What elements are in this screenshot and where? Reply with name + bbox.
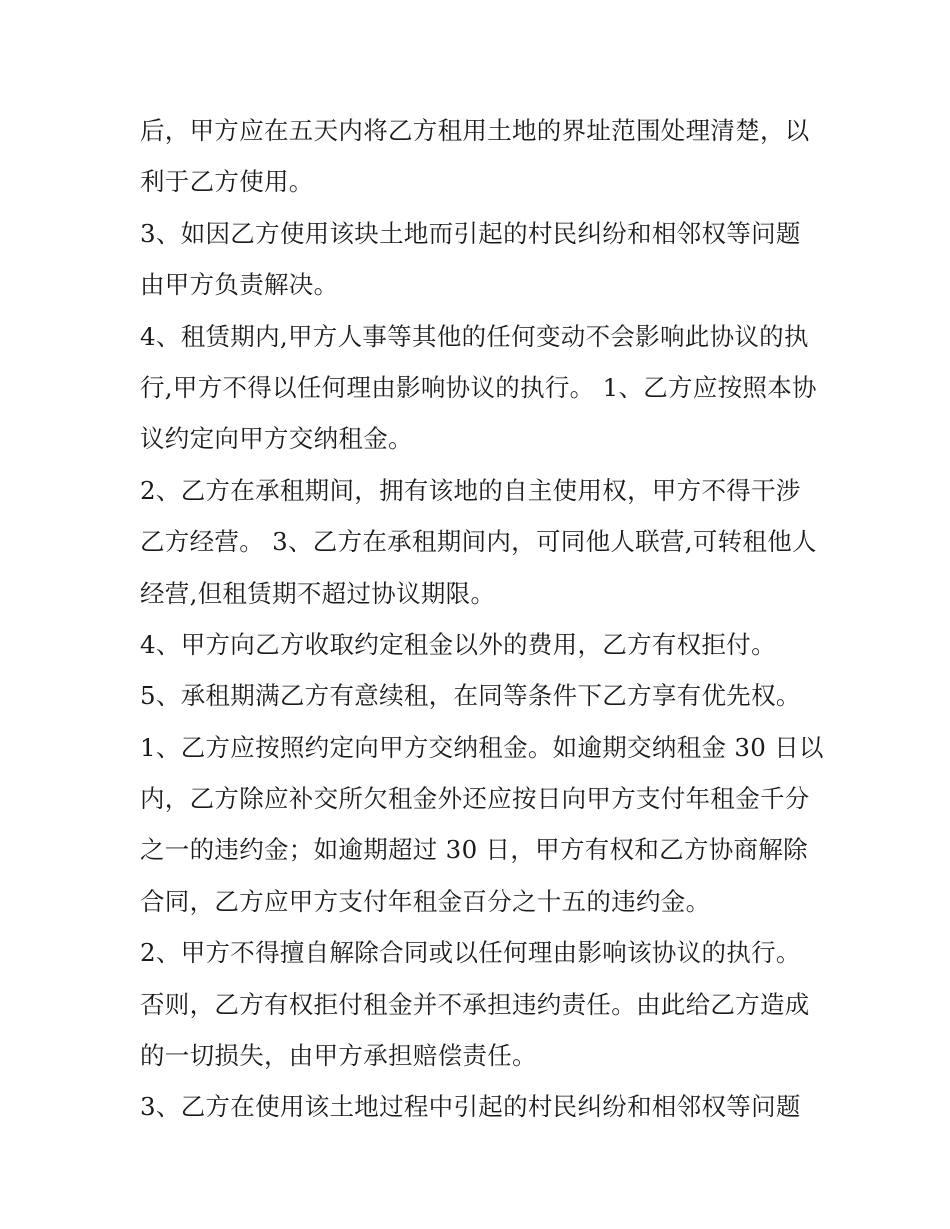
text-line: 2、乙方在承租期间，拥有该地的自主使用权，甲方不得干涉 <box>140 475 801 505</box>
text-line: 3、乙方在使用该土地过程中引起的村民纠纷和相邻权等问题 <box>140 1092 801 1122</box>
text-line: 4、甲方向乙方收取约定租金以外的费用，乙方有权拒付。 <box>140 629 776 659</box>
text-line: 的一切损失，由甲方承担赔偿责任。 <box>140 1041 537 1071</box>
text-line: 之一的违约金；如逾期超过 30 日，甲方有权和乙方协商解除 <box>140 835 808 865</box>
text-line: 内，乙方除应补交所欠租金外还应按日向甲方支付年租金千分 <box>140 784 810 814</box>
text-line: 5、承租期满乙方有意续租，在同等条件下乙方享有优先权。 <box>140 681 801 711</box>
text-line: 由甲方负责解决。 <box>140 270 339 300</box>
text-line: 利于乙方使用。 <box>140 167 314 197</box>
text-line: 议约定向甲方交纳租金。 <box>140 424 413 454</box>
text-line: 4、租赁期内,甲方人事等其他的任何变动不会影响此协议的执 <box>140 321 809 351</box>
text-line: 否则，乙方有权拒付租金并不承担违约责任。由此给乙方造成 <box>140 989 810 1019</box>
text-line: 后，甲方应在五天内将乙方租用土地的界址范围处理清楚，以 <box>140 116 810 145</box>
text-line: 乙方经营。 3、乙方在承租期间内，可同他人联营,可转租他人 <box>140 527 817 557</box>
text-line: 2、甲方不得擅自解除合同或以任何理由影响该协议的执行。 <box>140 938 801 968</box>
text-line: 1、乙方应按照约定向甲方交纳租金。如逾期交纳租金 30 日以 <box>140 732 824 762</box>
text-line: 合同，乙方应甲方支付年租金百分之十五的违约金。 <box>140 886 711 916</box>
text-line: 经营,但租赁期不超过协议期限。 <box>140 578 496 608</box>
text-line: 3、如因乙方使用该块土地而引起的村民纠纷和相邻权等问题 <box>140 218 801 248</box>
text-line: 行,甲方不得以任何理由影响协议的执行。 1、乙方应按照本协 <box>140 372 817 402</box>
document-body <box>140 105 824 1133</box>
